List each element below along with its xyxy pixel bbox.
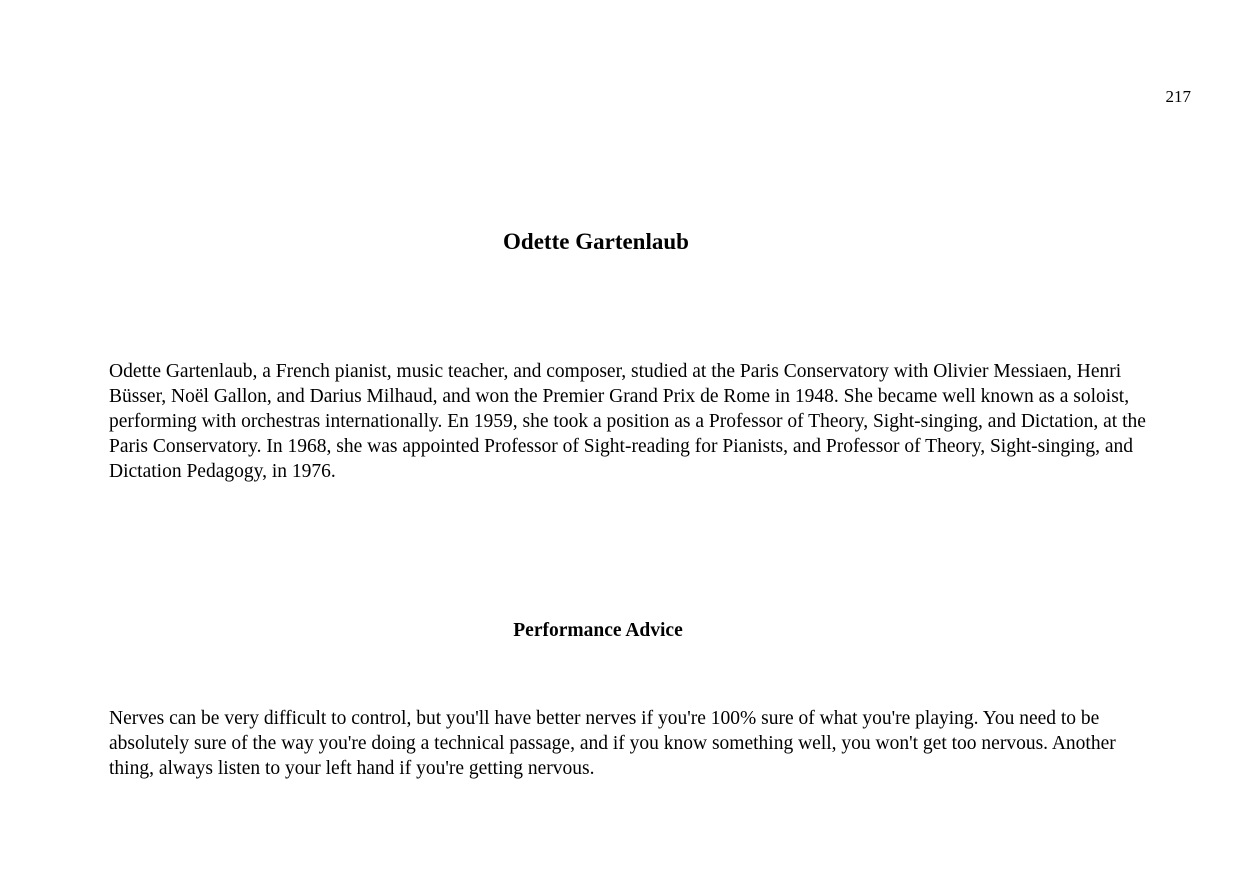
section-heading-performance-advice: Performance Advice xyxy=(513,620,683,641)
advice-paragraph: Nerves can be very difficult to control, but you'll have better nerves if you're 100% sure of what you're playing. You need to be absolutely sure of the way you're doing a technical passage, and if you know something well, you won't get too nervous. Another thing, always listen to your left hand if you're getting nervous. xyxy=(109,708,1116,779)
page-title: Odette Gartenlaub xyxy=(503,229,689,254)
biography-paragraph: Odette Gartenlaub, a French pianist, music teacher, and composer, studied at the Paris Conservatory with Olivier Messiaen, Henri Büsser, Noël Gallon, and Darius Milhaud, and won the Premier Grand Prix de Rome in 1948. She became well known as a soloist, performing with orchestras internationally. En 1959, she took a position as a Professor of Theory, Sight-singing, and Dictation, at the Paris Conservatory. In 1968, she was appointed Professor of Sight-reading for Pianists, and Professor of Theory, Sight-singing, and Dictation Pedagogy, in 1976. xyxy=(109,361,1146,482)
page-number: 217 xyxy=(1165,87,1191,106)
